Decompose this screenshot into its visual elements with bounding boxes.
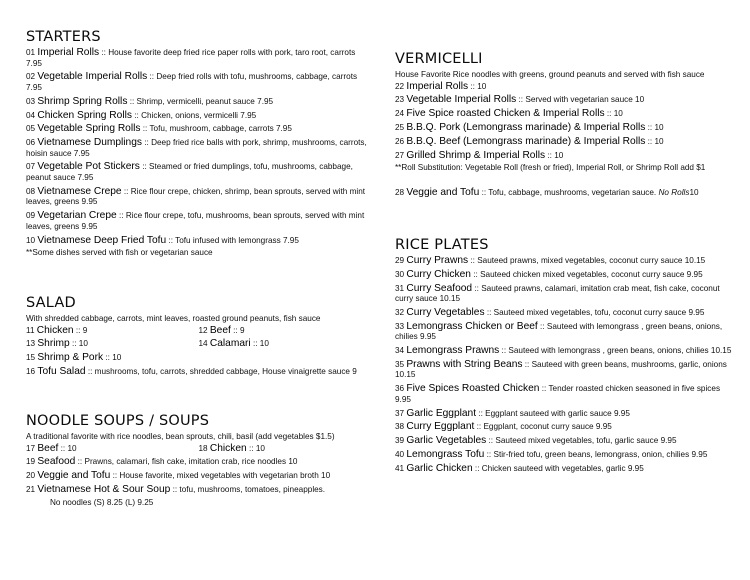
item-number: 29 <box>395 256 405 265</box>
starters-section <box>26 28 371 259</box>
starters-list <box>26 48 371 246</box>
menu-item <box>26 162 371 183</box>
item-separator: :: <box>118 211 124 221</box>
item-name: Vietnamese Deep Fried Tofu <box>37 234 167 246</box>
menu-item <box>395 82 735 93</box>
item-description: tofu, mushrooms, tomatoes, pineapples. <box>179 484 326 494</box>
item-name: Chicken <box>209 442 247 454</box>
item-number: 31 <box>395 283 405 293</box>
item-separator: :: <box>486 449 492 459</box>
menu-item <box>199 326 372 337</box>
menu-item <box>199 339 372 350</box>
item-number: 07 <box>26 162 36 172</box>
item-number: 40 <box>395 449 405 459</box>
item-separator: :: <box>101 48 106 57</box>
item-description: Steamed or fried dumplings, tofu, mushrooms, cabbage, peanut sauce 7.95 <box>26 162 353 183</box>
item-number: 09 <box>26 211 36 221</box>
item-name: Lemongrass Chicken or Beef <box>406 320 538 332</box>
item-number: 26 <box>395 136 405 146</box>
item-separator: :: <box>474 463 480 473</box>
item-name: Vegetable Pot Stickers <box>37 161 140 173</box>
menu-item <box>26 187 371 208</box>
item-separator: :: <box>488 436 494 446</box>
item-number: 21 <box>26 484 36 494</box>
menu-item <box>395 409 735 420</box>
item-number: 32 <box>395 307 405 317</box>
menu-item <box>26 72 371 93</box>
item-number: 20 <box>26 471 36 481</box>
item-separator: :: <box>547 150 552 160</box>
item-number: 27 <box>395 150 405 160</box>
item-name: Beef <box>209 324 231 336</box>
item-separator: :: <box>248 443 254 453</box>
noodle-extra-note: No noodles (S) 8.25 (L) 9.25 <box>50 497 154 507</box>
item-name: Curry Chicken <box>406 268 471 280</box>
item-number: 33 <box>395 321 405 331</box>
item-description: Tofu, cabbage, mushrooms, vegetarian sauce. <box>488 187 657 197</box>
no-rolls-label: No Rolls <box>658 187 690 197</box>
item-description: Sauteed with lemongrass , green beans, onions, chilies 9.95 <box>395 321 723 342</box>
menu-item <box>395 123 735 134</box>
menu-item <box>395 151 735 162</box>
item-name: Prawns with String Beans <box>406 358 523 370</box>
item-description: Tender roasted chicken seasoned in five spices 9.95 <box>395 384 721 404</box>
menu-item <box>395 137 735 148</box>
item-separator: :: <box>541 384 547 394</box>
noodle-soups-intro: A traditional favorite with rice noodles, bean sprouts, chili, basil (add vegetables $1.5) <box>26 432 335 441</box>
starters-heading: STARTERS <box>26 29 101 45</box>
item-name: Veggie and Tofu <box>37 470 111 482</box>
item-name: Seafood <box>37 456 76 468</box>
menu-item <box>26 236 371 247</box>
item-separator: :: <box>105 353 110 363</box>
item-name: Garlic Chicken <box>406 462 473 474</box>
item-description: Sauteed with green beans, mushrooms, garlic, onions 10.15 <box>395 359 727 380</box>
item-name: Five Spice roasted Chicken & Imperial Rolls <box>406 108 605 120</box>
item-description: Stir-fried tofu, green beans, lemongrass, onion, chilies 9.95 <box>493 449 708 459</box>
menu-item <box>26 485 371 496</box>
item-description: mushrooms, tofu, carrots, shredded cabbage, House vinaigrette sauce 9 <box>94 366 357 376</box>
item-number: 12 <box>198 325 208 335</box>
item-number: 03 <box>26 96 36 106</box>
item-separator: :: <box>123 186 129 196</box>
menu-item <box>395 384 735 405</box>
menu-item <box>26 471 371 482</box>
item-separator: :: <box>476 422 482 432</box>
roll-substitution-note: **Roll Substitution: Vegetable Roll (fresh or fried), Imperial Roll, or Shrimp Roll add $1 <box>395 163 706 173</box>
item-price: 10 <box>689 187 699 197</box>
item-name: Chicken Spring Rolls <box>37 109 132 121</box>
starters-note: **Some dishes served with fish or vegetarian sauce <box>26 248 213 258</box>
item-separator: :: <box>470 256 475 265</box>
item-description: 10 <box>613 109 623 119</box>
item-separator: :: <box>647 136 653 146</box>
menu-item <box>26 138 371 159</box>
item-description: Sauteed mixed vegetables, tofu, coconut curry sauce 9.95 <box>493 307 705 317</box>
item-name: Curry Vegetables <box>406 306 485 318</box>
item-separator: :: <box>606 109 612 119</box>
item-separator: :: <box>172 484 178 494</box>
item-name: Shrimp & Pork <box>37 352 104 364</box>
menu-item <box>395 109 735 120</box>
menu-item <box>26 339 199 350</box>
item-number: 15 <box>26 353 36 363</box>
item-description: Tofu infused with lemongrass 7.95 <box>175 235 299 245</box>
menu-item <box>26 457 371 468</box>
salad-row <box>26 326 371 340</box>
item-description: 10 <box>112 353 122 363</box>
menu-item <box>395 464 735 475</box>
item-name: B.B.Q. Pork (Lemongrass marinade) & Imperial Rolls <box>406 121 646 133</box>
item-number: 41 <box>395 463 405 473</box>
menu-item <box>199 444 372 455</box>
item-description: 10 <box>78 339 88 349</box>
item-description: Prawns, calamari, fish cake, imitation crab, rice noodles 10 <box>84 457 298 467</box>
item-separator: :: <box>112 471 118 481</box>
item-number: 34 <box>395 346 405 356</box>
salad-heading: SALAD <box>26 295 76 311</box>
item-description: Tofu, mushroom, cabbage, carrots 7.95 <box>149 124 292 134</box>
item-separator: :: <box>647 122 653 132</box>
item-name: Beef <box>37 442 59 454</box>
item-name: Curry Seafood <box>406 282 473 294</box>
item-name: Shrimp Spring Rolls <box>37 95 128 107</box>
vermicelli-heading: VERMICELLI <box>395 51 483 67</box>
menu-item <box>26 211 371 232</box>
item-name: Vegetable Spring Rolls <box>37 123 141 135</box>
item-number: 38 <box>395 422 405 432</box>
item-separator: :: <box>75 325 81 335</box>
item-number: 10 <box>26 235 36 245</box>
item-number: 17 <box>26 443 36 453</box>
item-description: Eggplant sauteed with garlic sauce 9.95 <box>485 408 630 418</box>
item-separator: :: <box>470 81 475 91</box>
item-name: Vegetarian Crepe <box>37 210 117 222</box>
item-name: Garlic Eggplant <box>406 407 477 419</box>
item-description: Rice flour crepe, chicken, shrimp, bean sprouts, served with mint leaves, greens 9.95 <box>26 186 366 207</box>
item-separator: :: <box>77 457 83 467</box>
item-separator: :: <box>478 408 483 418</box>
item-separator: :: <box>134 110 139 120</box>
item-description: 10 <box>654 136 664 146</box>
item-description: 10 <box>477 81 487 91</box>
item-separator: :: <box>501 346 507 356</box>
menu-item <box>26 326 199 337</box>
noodle-row <box>26 444 371 458</box>
item-number: 25 <box>395 122 405 132</box>
menu-item <box>395 360 735 381</box>
item-name: Five Spices Roasted Chicken <box>406 383 540 395</box>
menu-item <box>26 111 371 122</box>
salad-intro: With shredded cabbage, carrots, mint leaves, roasted ground peanuts, fish sauce <box>26 314 321 323</box>
item-separator: :: <box>473 269 478 279</box>
item-number: 18 <box>198 443 208 453</box>
item-description: Deep fried rice balls with pork, shrimp, mushrooms, carrots, hoisin sauce 7.95 <box>26 138 367 158</box>
item-name: Calamari <box>209 338 251 350</box>
menu-item <box>26 48 371 69</box>
item-description: 9 <box>82 325 88 335</box>
item-separator: :: <box>518 95 524 105</box>
item-separator: :: <box>87 366 93 376</box>
item-number: 39 <box>395 436 405 446</box>
item-number: 37 <box>395 408 405 418</box>
menu-item <box>395 346 735 357</box>
rice-plates-section <box>395 236 735 478</box>
item-separator: :: <box>252 339 258 349</box>
item-number: 04 <box>26 110 36 120</box>
item-separator: :: <box>149 72 155 82</box>
item-number: 28 <box>395 187 405 197</box>
menu-item <box>395 188 735 199</box>
item-number: 08 <box>26 186 36 196</box>
item-name: Tofu Salad <box>37 365 86 377</box>
item-name: Imperial Rolls <box>37 47 100 58</box>
item-number: 06 <box>26 138 36 148</box>
item-description: House favorite deep fried rice paper rolls with pork, taro root, carrots 7.95 <box>26 48 356 68</box>
menu-item <box>395 95 735 106</box>
menu-item <box>395 436 735 447</box>
item-separator: :: <box>142 162 147 172</box>
item-description: Sauteed with lemongrass , green beans, onions, chilies 10.15 <box>508 346 732 356</box>
item-description: 10 <box>259 339 269 349</box>
item-description: 10 <box>554 150 564 160</box>
item-separator: :: <box>486 307 492 317</box>
item-separator: :: <box>60 443 66 453</box>
item-name: Grilled Shrimp & Imperial Rolls <box>406 149 546 161</box>
salad-section <box>26 294 371 381</box>
item-description: Served with vegetarian sauce 10 <box>525 95 645 105</box>
item-number: 23 <box>395 95 405 105</box>
item-description: House favorite, mixed vegetables with vegetarian broth 10 <box>119 471 331 481</box>
item-number: 11 <box>26 325 35 335</box>
item-name: Veggie and Tofu <box>406 186 480 198</box>
item-name: Imperial Rolls <box>406 80 469 92</box>
item-name: Vietnamese Hot & Sour Soup <box>37 483 171 495</box>
item-description: Deep fried rolls with tofu, mushrooms, cabbage, carrots 7.95 <box>26 72 358 92</box>
item-description: Eggplant, coconut curry sauce 9.95 <box>483 422 612 432</box>
item-name: Lemongrass Tofu <box>406 448 485 460</box>
menu-item <box>26 97 371 108</box>
item-number: 13 <box>26 339 36 349</box>
item-separator: :: <box>481 187 487 197</box>
item-description: Sauteed mixed vegetables, tofu, garlic sauce 9.95 <box>495 436 677 446</box>
item-description: Sauteed prawns, mixed vegetables, coconut curry sauce 10.15 <box>477 256 706 265</box>
vermicelli-section <box>395 50 735 201</box>
item-separator: :: <box>474 283 479 293</box>
item-name: Shrimp <box>37 338 70 350</box>
item-description: Shrimp, vermicelli, peanut sauce 7.95 <box>136 96 274 106</box>
salad-row <box>26 339 371 353</box>
item-number: 22 <box>395 81 405 91</box>
item-separator: :: <box>540 321 545 331</box>
item-description: 10 <box>255 443 265 453</box>
item-description: Sauteed prawns, calamari, imitation crab meat, fish cake, coconut curry sauce 10.15 <box>395 283 720 304</box>
menu-item <box>395 308 735 319</box>
item-number: 16 <box>26 366 36 376</box>
item-description: 10 <box>654 122 664 132</box>
item-number: 36 <box>395 384 405 394</box>
item-separator: :: <box>142 124 148 134</box>
noodle-soups-section <box>26 412 371 508</box>
item-number: 19 <box>26 457 36 467</box>
item-name: Vegetable Imperial Rolls <box>37 71 148 83</box>
item-name: Vietnamese Crepe <box>37 185 122 197</box>
item-name: Garlic Vegetables <box>406 435 487 447</box>
item-description: Chicken sauteed with vegetables, garlic 9.95 <box>481 463 644 473</box>
item-number: 24 <box>395 109 405 119</box>
item-separator: :: <box>524 359 530 369</box>
item-description: 10 <box>67 443 77 453</box>
item-name: B.B.Q. Beef (Lemongrass marinade) & Imperial Rolls <box>406 135 646 147</box>
item-number: 05 <box>26 124 36 134</box>
item-name: Vietnamese Dumplings <box>37 137 142 149</box>
item-name: Curry Eggplant <box>406 421 475 433</box>
item-description: Sauteed chicken mixed vegetables, coconut curry sauce 9.95 <box>480 269 703 279</box>
item-number: 02 <box>26 72 36 82</box>
menu-item <box>26 124 371 135</box>
item-number: 01 <box>26 48 36 57</box>
item-name: Curry Prawns <box>406 255 469 266</box>
item-number: 35 <box>395 359 405 369</box>
item-separator: :: <box>144 138 149 148</box>
menu-item <box>26 353 371 364</box>
menu-item <box>26 367 371 378</box>
item-separator: :: <box>168 235 173 245</box>
item-separator: :: <box>71 339 77 349</box>
menu-item <box>26 444 199 455</box>
menu-item <box>395 270 735 281</box>
item-name: Vegetable Imperial Rolls <box>406 94 517 106</box>
item-number: 30 <box>395 269 405 279</box>
menu-item <box>395 450 735 461</box>
menu-item <box>395 322 735 343</box>
item-name: Chicken <box>36 324 74 336</box>
item-separator: :: <box>233 325 238 335</box>
menu-item <box>395 284 735 305</box>
item-separator: :: <box>129 96 135 106</box>
menu-item <box>395 256 735 267</box>
item-description: 9 <box>239 325 245 335</box>
menu-item <box>395 422 735 433</box>
item-description: Chicken, onions, vermicelli 7.95 <box>141 110 257 120</box>
item-description: Rice flour crepe, tofu, mushrooms, bean sprouts, served with mint leaves, greens 9.95 <box>26 211 365 231</box>
item-name: Lemongrass Prawns <box>406 345 500 357</box>
vermicelli-intro: House Favorite Rice noodles with greens, ground peanuts and served with fish sauce <box>395 70 705 79</box>
rice-plates-heading: RICE PLATES <box>395 237 489 253</box>
noodle-soups-heading: NOODLE SOUPS / SOUPS <box>26 413 210 429</box>
item-number: 14 <box>198 339 208 349</box>
